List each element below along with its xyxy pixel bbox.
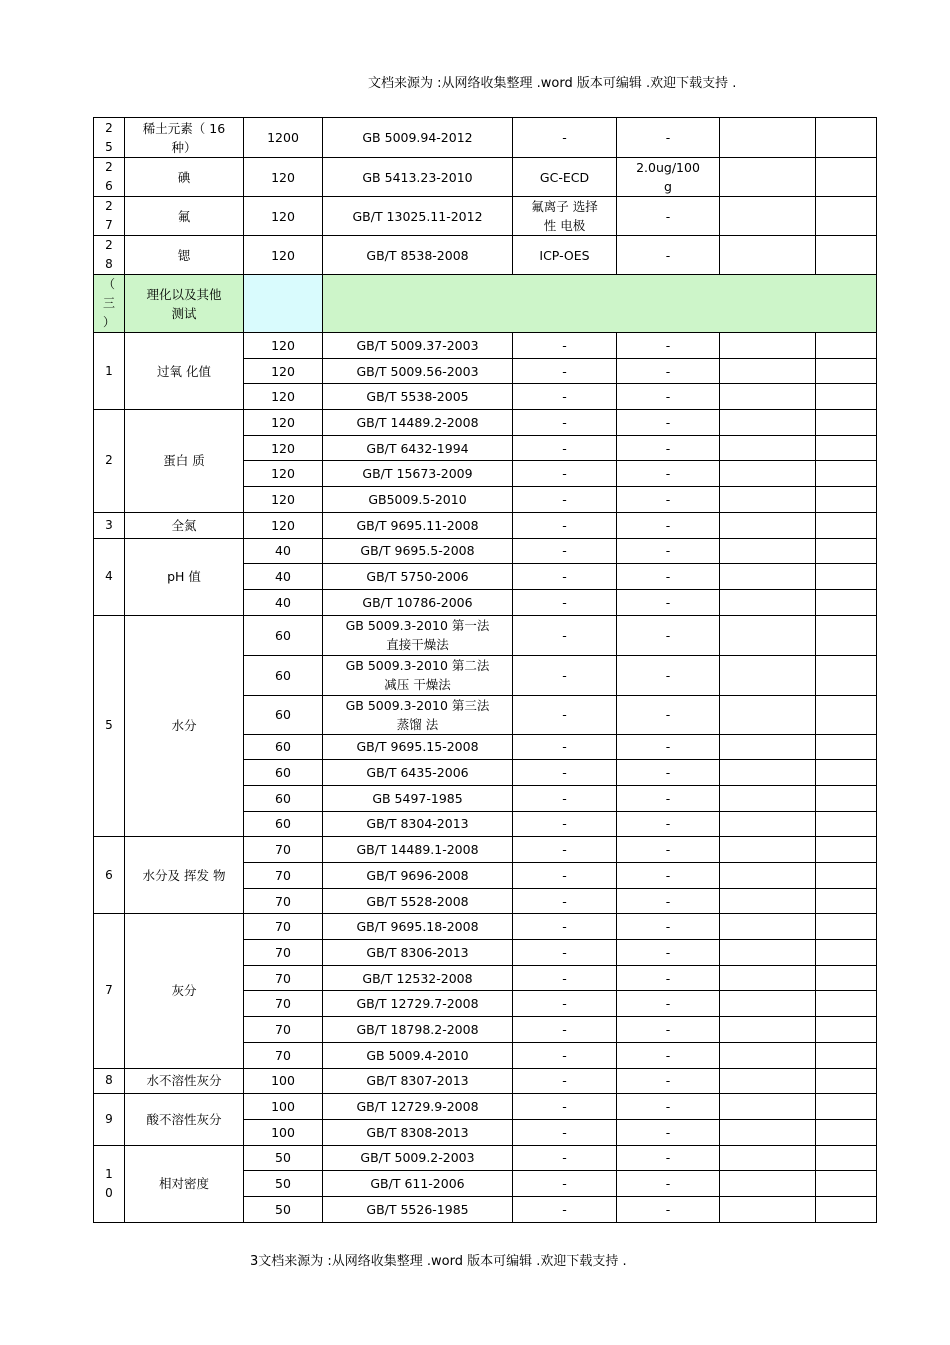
sample-quantity: 70 [244, 965, 323, 991]
empty-cell [816, 118, 877, 158]
empty-cell [816, 837, 877, 863]
detection-limit: - [617, 589, 720, 615]
detection-limit: - [617, 863, 720, 889]
test-method: - [513, 1145, 617, 1171]
test-method: - [513, 564, 617, 590]
sample-quantity: 120 [244, 384, 323, 410]
element-row [94, 158, 877, 197]
empty-cell [816, 589, 877, 615]
test-method: - [513, 410, 617, 436]
empty-cell [720, 197, 816, 236]
standard-code: GB/T 12532-2008 [323, 965, 513, 991]
item-name: 酸不溶性灰分 [125, 1094, 244, 1145]
standard-code: GB/T 18798.2-2008 [323, 1017, 513, 1043]
element-row [94, 236, 877, 275]
test-method: GC-ECD [513, 158, 617, 197]
detection-limit: - [617, 1042, 720, 1068]
sample-quantity: 100 [244, 1068, 323, 1094]
standard-code: GB/T 5528-2008 [323, 888, 513, 914]
standard-code: GB 5009.3-2010 第三法 蒸馏 法 [323, 695, 513, 734]
empty-cell [720, 1119, 816, 1145]
standard-code: GB/T 8538-2008 [323, 236, 513, 275]
standard-code: GB 5009.94-2012 [323, 118, 513, 158]
standard-code: GB/T 5009.56-2003 [323, 358, 513, 384]
empty-cell [720, 538, 816, 564]
empty-cell [720, 158, 816, 197]
detection-limit: - [617, 197, 720, 236]
element-row [94, 197, 877, 236]
empty-cell [720, 734, 816, 760]
standard-code: GB/T 5009.37-2003 [323, 333, 513, 359]
detection-limit: - [617, 914, 720, 940]
detection-limit: - [617, 1094, 720, 1120]
empty-cell [816, 965, 877, 991]
detection-limit: - [617, 734, 720, 760]
item-name: 锶 [125, 236, 244, 275]
test-method: - [513, 435, 617, 461]
item-name: pH 值 [125, 538, 244, 615]
sample-quantity: 120 [244, 410, 323, 436]
sample-quantity: 60 [244, 760, 323, 786]
empty-cell [720, 811, 816, 837]
item-number: 2 8 [94, 236, 125, 275]
item-number: 1 [94, 333, 125, 410]
empty-cell [720, 914, 816, 940]
sample-quantity: 50 [244, 1171, 323, 1197]
test-row [94, 1094, 877, 1120]
standard-code: GB/T 8304-2013 [323, 811, 513, 837]
standard-code: GB/T 5526-1985 [323, 1196, 513, 1222]
empty-cell [720, 358, 816, 384]
standard-code: GB/T 9695.15-2008 [323, 734, 513, 760]
empty-cell [720, 1196, 816, 1222]
detection-limit: - [617, 512, 720, 538]
sample-quantity: 70 [244, 837, 323, 863]
detection-limit: - [617, 118, 720, 158]
empty-cell [816, 1171, 877, 1197]
empty-cell [720, 589, 816, 615]
detection-limit: - [617, 435, 720, 461]
empty-cell [720, 384, 816, 410]
empty-cell [720, 1017, 816, 1043]
sample-quantity: 70 [244, 1017, 323, 1043]
standard-code: GB/T 9695.18-2008 [323, 914, 513, 940]
empty-cell [816, 1042, 877, 1068]
empty-cell [720, 1042, 816, 1068]
test-method: 氟离子 选择 性 电极 [513, 197, 617, 236]
empty-cell [816, 734, 877, 760]
header-text: 文档来源为 :从网络收集整理 .word 版本可编辑 .欢迎下载支持 . [368, 76, 737, 91]
empty-cell [720, 837, 816, 863]
empty-cell [720, 695, 816, 734]
empty-cell [720, 1094, 816, 1120]
sample-quantity: 120 [244, 461, 323, 487]
test-items-table [93, 117, 877, 1223]
test-method: - [513, 695, 617, 734]
sample-quantity: 70 [244, 888, 323, 914]
item-name: 水分 [125, 615, 244, 837]
empty-cell [720, 435, 816, 461]
empty-cell [720, 940, 816, 966]
standard-code: GB/T 14489.2-2008 [323, 410, 513, 436]
table-body [94, 118, 877, 1223]
empty-cell [720, 655, 816, 695]
empty-cell [720, 1145, 816, 1171]
empty-cell [720, 118, 816, 158]
empty-cell [720, 410, 816, 436]
sample-quantity: 120 [244, 358, 323, 384]
sample-quantity: 120 [244, 487, 323, 513]
standard-code: GB 5497-1985 [323, 785, 513, 811]
empty-cell [720, 863, 816, 889]
sample-quantity: 120 [244, 158, 323, 197]
section-qty-cell [244, 275, 323, 333]
empty-cell [816, 914, 877, 940]
sample-quantity: 40 [244, 564, 323, 590]
standard-code: GB/T 6435-2006 [323, 760, 513, 786]
empty-cell [720, 760, 816, 786]
standard-code: GB/T 8306-2013 [323, 940, 513, 966]
empty-cell [816, 991, 877, 1017]
standard-code: GB/T 14489.1-2008 [323, 837, 513, 863]
empty-cell [720, 236, 816, 275]
empty-cell [816, 940, 877, 966]
test-row [94, 538, 877, 564]
test-method: - [513, 1042, 617, 1068]
section-title: 理化以及其他 测试 [125, 275, 244, 333]
empty-cell [720, 333, 816, 359]
empty-cell [816, 410, 877, 436]
detection-limit: - [617, 487, 720, 513]
test-method: - [513, 837, 617, 863]
empty-cell [720, 512, 816, 538]
item-number: 2 7 [94, 197, 125, 236]
sample-quantity: 100 [244, 1119, 323, 1145]
standard-code: GB/T 10786-2006 [323, 589, 513, 615]
section-header-row [94, 275, 877, 333]
sample-quantity: 60 [244, 811, 323, 837]
test-row [94, 615, 877, 655]
test-method: - [513, 1196, 617, 1222]
empty-cell [816, 538, 877, 564]
standard-code: GB/T 12729.7-2008 [323, 991, 513, 1017]
detection-limit: - [617, 236, 720, 275]
item-number: 2 6 [94, 158, 125, 197]
item-number: 9 [94, 1094, 125, 1145]
item-name: 氟 [125, 197, 244, 236]
sample-quantity: 60 [244, 695, 323, 734]
empty-cell [816, 695, 877, 734]
sample-quantity: 120 [244, 333, 323, 359]
standard-code: GB 5009.4-2010 [323, 1042, 513, 1068]
empty-cell [816, 461, 877, 487]
empty-cell [816, 487, 877, 513]
item-number: 1 0 [94, 1145, 125, 1222]
test-method: - [513, 940, 617, 966]
standard-code: GB/T 5538-2005 [323, 384, 513, 410]
sample-quantity: 120 [244, 435, 323, 461]
sample-quantity: 70 [244, 940, 323, 966]
sample-quantity: 40 [244, 538, 323, 564]
standard-code: GB/T 5009.2-2003 [323, 1145, 513, 1171]
test-method: - [513, 384, 617, 410]
test-method: - [513, 1017, 617, 1043]
detection-limit: - [617, 564, 720, 590]
sample-quantity: 60 [244, 785, 323, 811]
empty-cell [816, 888, 877, 914]
detection-limit: - [617, 1119, 720, 1145]
test-row [94, 1068, 877, 1094]
item-number: 3 [94, 512, 125, 538]
standard-code: GB/T 13025.11-2012 [323, 197, 513, 236]
empty-cell [720, 785, 816, 811]
empty-cell [720, 461, 816, 487]
empty-cell [816, 1068, 877, 1094]
sample-quantity: 70 [244, 863, 323, 889]
test-row [94, 512, 877, 538]
empty-cell [720, 615, 816, 655]
standard-code: GB/T 6432-1994 [323, 435, 513, 461]
item-number: 2 [94, 410, 125, 513]
empty-cell [816, 384, 877, 410]
element-row [94, 118, 877, 158]
item-name: 过氧 化值 [125, 333, 244, 410]
item-name: 碘 [125, 158, 244, 197]
standard-code: GB/T 9696-2008 [323, 863, 513, 889]
sample-quantity: 60 [244, 734, 323, 760]
test-method: - [513, 1068, 617, 1094]
standard-code: GB 5413.23-2010 [323, 158, 513, 197]
empty-cell [816, 197, 877, 236]
item-number: 4 [94, 538, 125, 615]
sample-quantity: 70 [244, 991, 323, 1017]
empty-cell [816, 564, 877, 590]
sample-quantity: 40 [244, 589, 323, 615]
test-method: - [513, 991, 617, 1017]
standard-code: GB/T 5750-2006 [323, 564, 513, 590]
empty-cell [816, 1119, 877, 1145]
detection-limit: - [617, 333, 720, 359]
standard-code: GB/T 9695.5-2008 [323, 538, 513, 564]
empty-cell [816, 236, 877, 275]
empty-cell [816, 615, 877, 655]
detection-limit: - [617, 358, 720, 384]
test-method: - [513, 1094, 617, 1120]
detection-limit: - [617, 965, 720, 991]
detection-limit: - [617, 461, 720, 487]
test-method: - [513, 512, 617, 538]
test-method: - [513, 863, 617, 889]
detection-limit: - [617, 785, 720, 811]
test-method: - [513, 589, 617, 615]
sample-quantity: 120 [244, 236, 323, 275]
detection-limit: - [617, 760, 720, 786]
test-method: - [513, 461, 617, 487]
sample-quantity: 50 [244, 1196, 323, 1222]
item-number: 2 5 [94, 118, 125, 158]
item-name: 蛋白 质 [125, 410, 244, 513]
test-method: - [513, 487, 617, 513]
standard-code: GB/T 9695.11-2008 [323, 512, 513, 538]
empty-cell [720, 888, 816, 914]
sample-quantity: 60 [244, 655, 323, 695]
detection-limit: - [617, 538, 720, 564]
empty-cell [720, 991, 816, 1017]
empty-cell [816, 1094, 877, 1120]
item-number: 7 [94, 914, 125, 1068]
empty-cell [816, 333, 877, 359]
detection-limit: 2.0ug/100 g [617, 158, 720, 197]
test-method: - [513, 811, 617, 837]
detection-limit: - [617, 837, 720, 863]
test-method: - [513, 888, 617, 914]
test-method: - [513, 538, 617, 564]
test-method: - [513, 333, 617, 359]
item-name: 稀土元素（ 16 种） [125, 118, 244, 158]
item-number: 8 [94, 1068, 125, 1094]
standard-code: GB/T 8307-2013 [323, 1068, 513, 1094]
detection-limit: - [617, 695, 720, 734]
page-footer [0, 1250, 950, 1270]
empty-cell [816, 785, 877, 811]
empty-cell [816, 863, 877, 889]
test-method: - [513, 118, 617, 158]
standard-code: GB 5009.3-2010 第一法 直接干燥法 [323, 615, 513, 655]
detection-limit: - [617, 1196, 720, 1222]
test-method: - [513, 615, 617, 655]
detection-limit: - [617, 888, 720, 914]
detection-limit: - [617, 1017, 720, 1043]
sample-quantity: 70 [244, 1042, 323, 1068]
sample-quantity: 60 [244, 615, 323, 655]
empty-cell [816, 811, 877, 837]
detection-limit: - [617, 940, 720, 966]
item-name: 水不溶性灰分 [125, 1068, 244, 1094]
detection-limit: - [617, 655, 720, 695]
detection-limit: - [617, 1171, 720, 1197]
detection-limit: - [617, 384, 720, 410]
detection-limit: - [617, 615, 720, 655]
test-row [94, 1145, 877, 1171]
test-method: - [513, 785, 617, 811]
empty-cell [720, 564, 816, 590]
empty-cell [816, 1145, 877, 1171]
sample-quantity: 70 [244, 914, 323, 940]
sample-quantity: 120 [244, 512, 323, 538]
empty-cell [816, 158, 877, 197]
item-name: 相对密度 [125, 1145, 244, 1222]
test-method: - [513, 965, 617, 991]
test-row [94, 333, 877, 359]
test-method: - [513, 1119, 617, 1145]
test-row [94, 410, 877, 436]
item-name: 灰分 [125, 914, 244, 1068]
item-number: 5 [94, 615, 125, 837]
section-fill-cell [323, 275, 877, 333]
empty-cell [816, 655, 877, 695]
empty-cell [816, 1196, 877, 1222]
section-number: （ 三 ） [94, 275, 125, 333]
test-method: - [513, 734, 617, 760]
sample-quantity: 1200 [244, 118, 323, 158]
empty-cell [816, 435, 877, 461]
detection-limit: - [617, 1145, 720, 1171]
item-number: 6 [94, 837, 125, 914]
empty-cell [720, 1068, 816, 1094]
empty-cell [720, 1171, 816, 1197]
sample-quantity: 120 [244, 197, 323, 236]
test-method: - [513, 914, 617, 940]
empty-cell [816, 760, 877, 786]
item-name: 水分及 挥发 物 [125, 837, 244, 914]
empty-cell [816, 358, 877, 384]
empty-cell [720, 965, 816, 991]
detection-limit: - [617, 1068, 720, 1094]
footer-text: 3文档来源为 :从网络收集整理 .word 版本可编辑 .欢迎下载支持 . [250, 1254, 627, 1269]
standard-code: GB/T 611-2006 [323, 1171, 513, 1197]
test-method: - [513, 358, 617, 384]
standard-code: GB/T 8308-2013 [323, 1119, 513, 1145]
empty-cell [720, 487, 816, 513]
test-row [94, 837, 877, 863]
standard-code: GB 5009.3-2010 第二法 减压 干燥法 [323, 655, 513, 695]
standard-code: GB5009.5-2010 [323, 487, 513, 513]
detection-limit: - [617, 811, 720, 837]
test-row [94, 914, 877, 940]
empty-cell [816, 512, 877, 538]
empty-cell [816, 1017, 877, 1043]
test-method: ICP-OES [513, 236, 617, 275]
sample-quantity: 50 [244, 1145, 323, 1171]
test-method: - [513, 1171, 617, 1197]
test-method: - [513, 655, 617, 695]
standard-code: GB/T 15673-2009 [323, 461, 513, 487]
detection-limit: - [617, 991, 720, 1017]
standard-code: GB/T 12729.9-2008 [323, 1094, 513, 1120]
detection-limit: - [617, 410, 720, 436]
sample-quantity: 100 [244, 1094, 323, 1120]
test-method: - [513, 760, 617, 786]
page-header [0, 72, 950, 92]
item-name: 全氮 [125, 512, 244, 538]
